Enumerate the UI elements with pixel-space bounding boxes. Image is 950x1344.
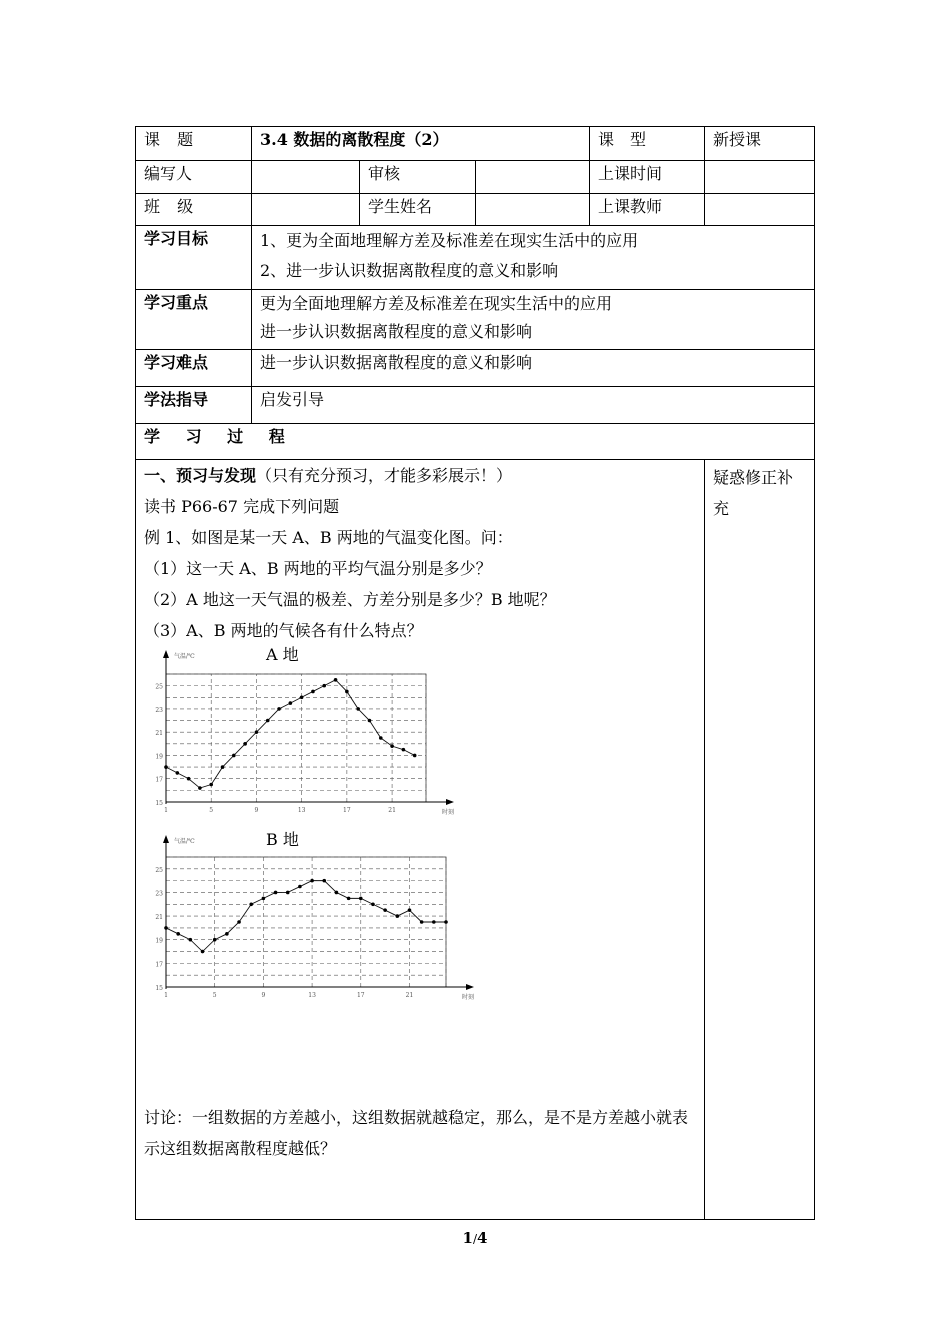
method-content: 启发引导 bbox=[252, 387, 815, 424]
data-point bbox=[213, 938, 217, 942]
page-number: 1 bbox=[462, 1229, 473, 1247]
x-tick-label: 13 bbox=[308, 992, 316, 999]
data-point bbox=[277, 707, 281, 711]
data-point bbox=[164, 926, 168, 930]
data-point bbox=[432, 920, 436, 924]
section-heading bbox=[144, 460, 696, 491]
x-axis-arrow bbox=[466, 984, 474, 990]
section-note: （只有充分预习，才能多彩展示！） bbox=[256, 466, 513, 485]
focus-content bbox=[252, 290, 815, 350]
data-point bbox=[164, 765, 168, 769]
x-tick-label: 17 bbox=[356, 992, 365, 999]
x-axis-label: 时刻 bbox=[442, 809, 455, 816]
data-point bbox=[249, 902, 253, 906]
data-point bbox=[371, 902, 375, 906]
class-time-label: 上课时间 bbox=[590, 161, 705, 194]
question-line: 读书 P66-67 完成下列问题 bbox=[144, 497, 340, 516]
data-point bbox=[266, 719, 270, 723]
goal-item: 1、更为全面地理解方差及标准差在现实生活中的应用 bbox=[260, 231, 639, 250]
x-tick-label: 21 bbox=[405, 992, 414, 999]
page-footer bbox=[0, 1229, 950, 1247]
author-label: 编写人 bbox=[136, 161, 252, 194]
review-value[interactable] bbox=[476, 161, 590, 194]
data-point bbox=[359, 897, 363, 901]
x-tick-label: 21 bbox=[388, 807, 396, 814]
y-axis-arrow bbox=[163, 835, 169, 843]
data-point bbox=[396, 914, 400, 918]
y-tick-label: 19 bbox=[155, 937, 163, 945]
x-tick-label: 5 bbox=[212, 992, 217, 999]
y-tick-label: 15 bbox=[155, 800, 163, 807]
question-line: （2）A 地这一天气温的极差、方差分别是多少？B 地呢？ bbox=[144, 590, 556, 609]
type-label: 课 型 bbox=[590, 127, 705, 161]
x-axis-arrow bbox=[446, 799, 454, 805]
data-point bbox=[298, 885, 302, 889]
data-point bbox=[420, 920, 424, 924]
y-axis-arrow bbox=[163, 650, 169, 658]
chart-b bbox=[154, 831, 484, 1011]
data-point bbox=[310, 879, 314, 883]
y-tick-label: 23 bbox=[155, 706, 163, 714]
chart-a-wrap bbox=[144, 646, 696, 826]
class-value[interactable] bbox=[252, 194, 360, 226]
topic-label: 课 题 bbox=[136, 127, 252, 161]
data-point bbox=[274, 891, 278, 895]
chart-title: B 地 bbox=[266, 831, 299, 849]
y-tick-label: 25 bbox=[155, 866, 163, 874]
chart-b-wrap bbox=[144, 831, 696, 1011]
y-tick-label: 23 bbox=[155, 890, 163, 898]
data-point bbox=[368, 719, 372, 723]
section-title: 一、预习与发现 bbox=[144, 466, 257, 485]
data-point bbox=[221, 765, 225, 769]
data-point bbox=[209, 783, 213, 787]
data-point bbox=[189, 938, 193, 942]
goal-item: 2、进一步认识数据离散程度的意义和影响 bbox=[260, 261, 559, 280]
x-tick-label: 1 bbox=[164, 807, 168, 814]
focus-label: 学习重点 bbox=[136, 290, 252, 350]
y-tick-label: 25 bbox=[155, 683, 163, 691]
page-total: 4 bbox=[477, 1229, 488, 1247]
difficulty-content: 进一步认识数据离散程度的意义和影响 bbox=[252, 350, 815, 387]
data-point bbox=[345, 690, 349, 694]
series-line bbox=[166, 680, 415, 788]
data-point bbox=[237, 920, 241, 924]
question-line: （1）这一天 A、B 两地的平均气温分别是多少？ bbox=[144, 559, 492, 578]
teacher-value[interactable] bbox=[705, 194, 815, 226]
class-label: 班 级 bbox=[136, 194, 252, 226]
data-point bbox=[322, 684, 326, 688]
data-point bbox=[225, 932, 229, 936]
goals-content bbox=[252, 226, 815, 290]
y-tick-label: 15 bbox=[155, 985, 163, 992]
x-tick-label: 1 bbox=[164, 992, 168, 999]
chart-title: A 地 bbox=[266, 646, 299, 664]
data-point bbox=[176, 932, 180, 936]
data-point bbox=[262, 897, 266, 901]
y-axis-label: 气温/℃ bbox=[174, 838, 195, 845]
data-point bbox=[300, 695, 304, 699]
question-line: （3）A、B 两地的气候各有什么特点？ bbox=[144, 621, 423, 640]
data-point bbox=[335, 891, 339, 895]
y-tick-label: 17 bbox=[155, 776, 163, 784]
data-point bbox=[383, 908, 387, 912]
student-label: 学生姓名 bbox=[360, 194, 476, 226]
difficulty-label: 学习难点 bbox=[136, 350, 252, 387]
chart-a bbox=[154, 646, 474, 826]
data-point bbox=[198, 786, 202, 790]
side-note-text: 疑惑修正补充 bbox=[713, 468, 794, 518]
student-value[interactable] bbox=[476, 194, 590, 226]
focus-item: 进一步认识数据离散程度的意义和影响 bbox=[260, 322, 533, 341]
question-line: 例 1、如图是某一天 A、B 两地的气温变化图。问： bbox=[144, 528, 513, 547]
x-axis-label: 时刻 bbox=[462, 994, 475, 1001]
data-point bbox=[289, 701, 293, 705]
x-tick-label: 9 bbox=[261, 992, 266, 999]
focus-item: 更为全面地理解方差及标准差在现实生活中的应用 bbox=[260, 294, 613, 313]
y-tick-label: 21 bbox=[155, 914, 163, 922]
class-time-value[interactable] bbox=[705, 161, 815, 194]
teacher-label: 上课教师 bbox=[590, 194, 705, 226]
data-point bbox=[413, 754, 417, 758]
x-tick-label: 9 bbox=[254, 807, 259, 814]
data-point bbox=[444, 920, 448, 924]
process-heading: 学 习 过 程 bbox=[136, 424, 815, 460]
data-point bbox=[356, 707, 360, 711]
y-axis-label: 气温/℃ bbox=[174, 653, 195, 660]
data-point bbox=[390, 744, 394, 748]
x-tick-label: 17 bbox=[343, 807, 351, 814]
y-tick-label: 19 bbox=[155, 753, 163, 761]
method-label: 学法指导 bbox=[136, 387, 252, 424]
data-point bbox=[286, 891, 290, 895]
process-content bbox=[136, 460, 705, 1220]
type-value: 新授课 bbox=[705, 127, 815, 161]
data-point bbox=[176, 771, 180, 775]
plot-frame bbox=[166, 857, 446, 987]
topic-value: 3.4 数据的离散程度（2） bbox=[252, 127, 590, 161]
author-value[interactable] bbox=[252, 161, 360, 194]
data-point bbox=[187, 777, 191, 781]
data-point bbox=[232, 754, 236, 758]
review-label: 审核 bbox=[360, 161, 476, 194]
lesson-plan-table bbox=[135, 126, 815, 1220]
x-tick-label: 13 bbox=[297, 807, 306, 814]
data-point bbox=[201, 950, 205, 954]
discussion-text: 讨论：一组数据的方差越小，这组数据就越稳定，那么，是不是方差越小就表示这组数据离散程度越低？ bbox=[144, 1108, 689, 1158]
page-separator: / bbox=[472, 1232, 478, 1246]
y-tick-label: 17 bbox=[155, 961, 163, 969]
data-point bbox=[402, 748, 406, 752]
plot-frame bbox=[166, 674, 426, 802]
data-point bbox=[243, 742, 247, 746]
side-note bbox=[705, 460, 815, 1220]
goals-label: 学习目标 bbox=[136, 226, 252, 290]
data-point bbox=[334, 678, 338, 682]
data-point bbox=[379, 736, 383, 740]
data-point bbox=[322, 879, 326, 883]
data-point bbox=[311, 690, 315, 694]
data-point bbox=[255, 730, 259, 734]
data-point bbox=[408, 908, 412, 912]
y-tick-label: 21 bbox=[155, 730, 163, 738]
data-point bbox=[347, 897, 351, 901]
x-tick-label: 5 bbox=[209, 807, 214, 814]
